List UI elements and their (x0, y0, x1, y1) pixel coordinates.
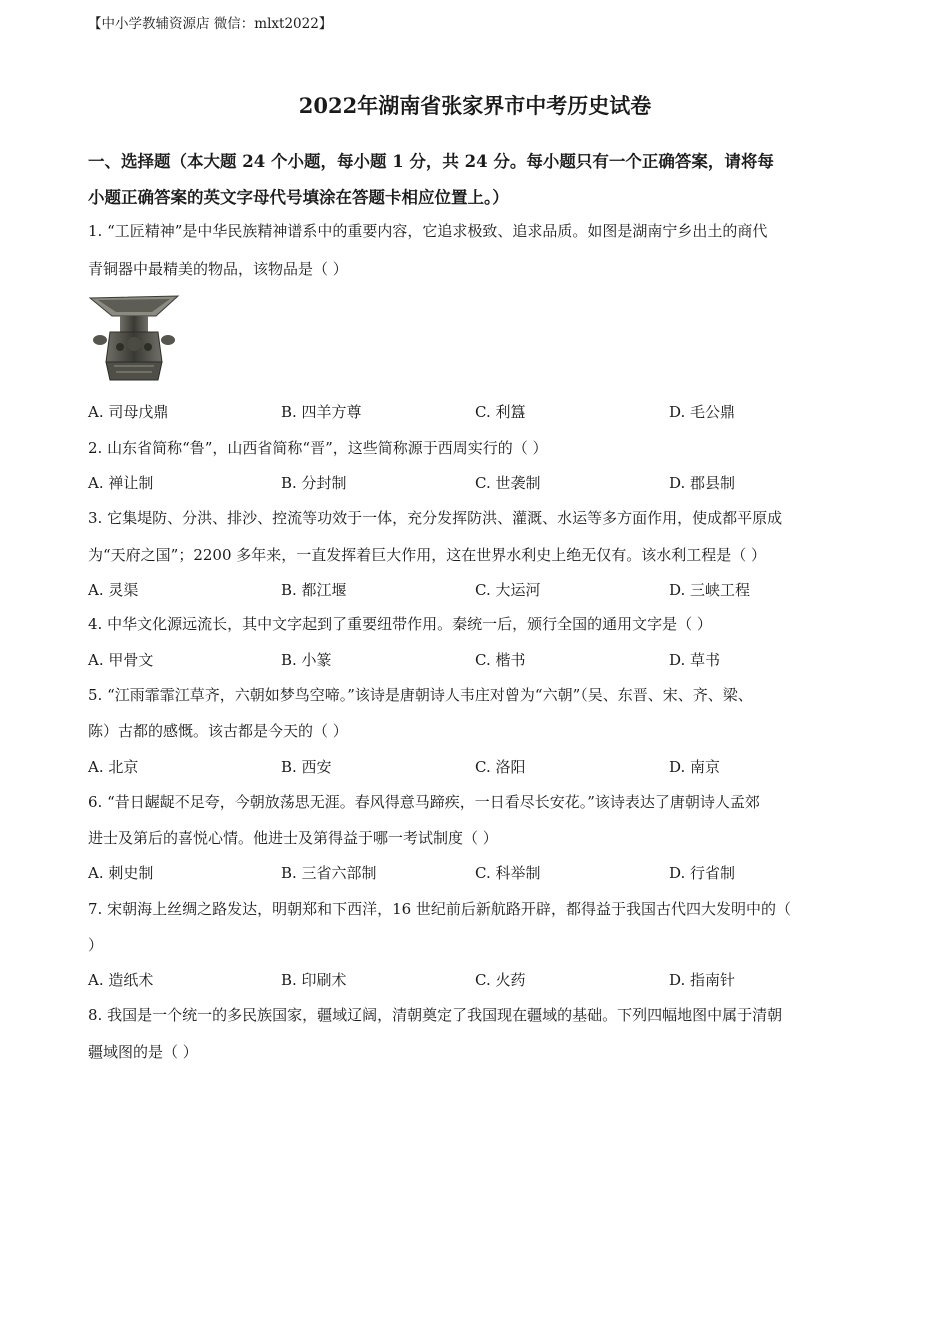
section-heading (88, 144, 868, 216)
question-8-line-2: 疆域图的是（ ） (88, 1043, 198, 1061)
question-7-option-b: B. 印刷术 (281, 971, 347, 989)
question-3-line-2: 为“天府之国”；2200 多年来，一直发挥着巨大作用，这在世界水利史上绝无仅有。该水利工程是（ ） (88, 546, 767, 564)
question-4-option-c: C. 楷书 (475, 651, 526, 669)
question-3-option-c: C. 大运河 (475, 581, 541, 599)
question-6-line-2: 进士及第后的喜悦心情。他进士及第得益于哪一考试制度（ ） (88, 829, 498, 847)
page-title: 2022年湖南省张家界市中考历史试卷 (298, 93, 652, 118)
question-5-line-2: 陈）古都的感慨。该古都是今天的（ ） (88, 722, 348, 740)
question-7-option-c: C. 火药 (475, 971, 526, 989)
question-2-option-c: C. 世袭制 (475, 474, 541, 492)
question-3-option-d: D. 三峡工程 (669, 581, 751, 599)
question-5-line-1: 5. “江雨霏霏江草齐，六朝如梦鸟空啼。”该诗是唐朝诗人韦庄对曾为“六朝”（吴、东晋、宋、齐、梁、 (88, 686, 753, 704)
section-heading-line2: 小题正确答案的英文字母代号填涂在答题卡相应位置上。） (88, 188, 509, 207)
question-6-option-a: A. 刺史制 (88, 864, 154, 882)
question-6-line-1: 6. “昔日龌龊不足夸，今朝放荡思无涯。春风得意马蹄疾，一日看尽长安花。”该诗表达了唐朝诗人孟郊 (88, 793, 760, 811)
question-7-line-2: ） (88, 936, 104, 954)
question-1-option-b: B. 四羊方尊 (281, 403, 362, 421)
question-1-option-d: D. 毛公鼎 (669, 403, 736, 421)
question-1-option-a: A. 司母戊鼎 (88, 403, 169, 421)
question-1-line-2: 青铜器中最精美的物品，该物品是（ ） (88, 260, 348, 278)
section-heading-line1: 一、选择题（本大题 24 个小题，每小题 1 分，共 24 分。每小题只有一个正确答案，请将每 (88, 152, 774, 171)
question-6-option-d: D. 行省制 (669, 864, 736, 882)
question-1-line-1: 1. “工匠精神”是中华民族精神谱系中的重要内容，它追求极致、追求品质。如图是湖南宁乡出土的商代 (88, 222, 768, 240)
question-3-option-a: A. 灵渠 (88, 581, 139, 599)
question-2-line-1: 2. 山东省简称“鲁”，山西省简称“晋”，这些简称源于西周实行的（ ） (88, 439, 548, 457)
question-4-option-a: A. 甲骨文 (88, 651, 154, 669)
question-7-option-a: A. 造纸术 (88, 971, 154, 989)
question-3-line-1: 3. 它集堤防、分洪、排沙、控流等功效于一体，充分发挥防洪、灌溉、水运等多方面作用，使成都平原成 (88, 509, 783, 527)
question-2-option-a: A. 禅让制 (88, 474, 154, 492)
question-7-line-1: 7. 宋朝海上丝绸之路发达，明朝郑和下西洋，16 世纪前后新航路开辟，都得益于我国古代四大发明中的（ (88, 900, 791, 918)
header-note: 【中小学教辅资源店 微信：mlxt2022】 (88, 16, 333, 32)
question-1-option-c: C. 利簋 (475, 403, 526, 421)
question-5-option-b: B. 西安 (281, 758, 332, 776)
question-8-line-1: 8. 我国是一个统一的多民族国家，疆域辽阔，清朝奠定了我国现在疆域的基础。下列四幅地图中属于清朝 (88, 1006, 783, 1024)
question-2-option-b: B. 分封制 (281, 474, 347, 492)
question-6-option-b: B. 三省六部制 (281, 864, 377, 882)
question-4-line-1: 4. 中华文化源远流长，其中文字起到了重要纽带作用。秦统一后，颁行全国的通用文字是（ ） (88, 615, 712, 633)
question-5-option-c: C. 洛阳 (475, 758, 526, 776)
question-5-option-d: D. 南京 (669, 758, 721, 776)
question-2-option-d: D. 郡县制 (669, 474, 736, 492)
bronze-vessel-image (88, 292, 180, 384)
question-4-option-b: B. 小篆 (281, 651, 332, 669)
question-5-option-a: A. 北京 (88, 758, 139, 776)
question-3-option-b: B. 都江堰 (281, 581, 347, 599)
question-4-option-d: D. 草书 (669, 651, 721, 669)
question-7-option-d: D. 指南针 (669, 971, 736, 989)
question-6-option-c: C. 科举制 (475, 864, 541, 882)
